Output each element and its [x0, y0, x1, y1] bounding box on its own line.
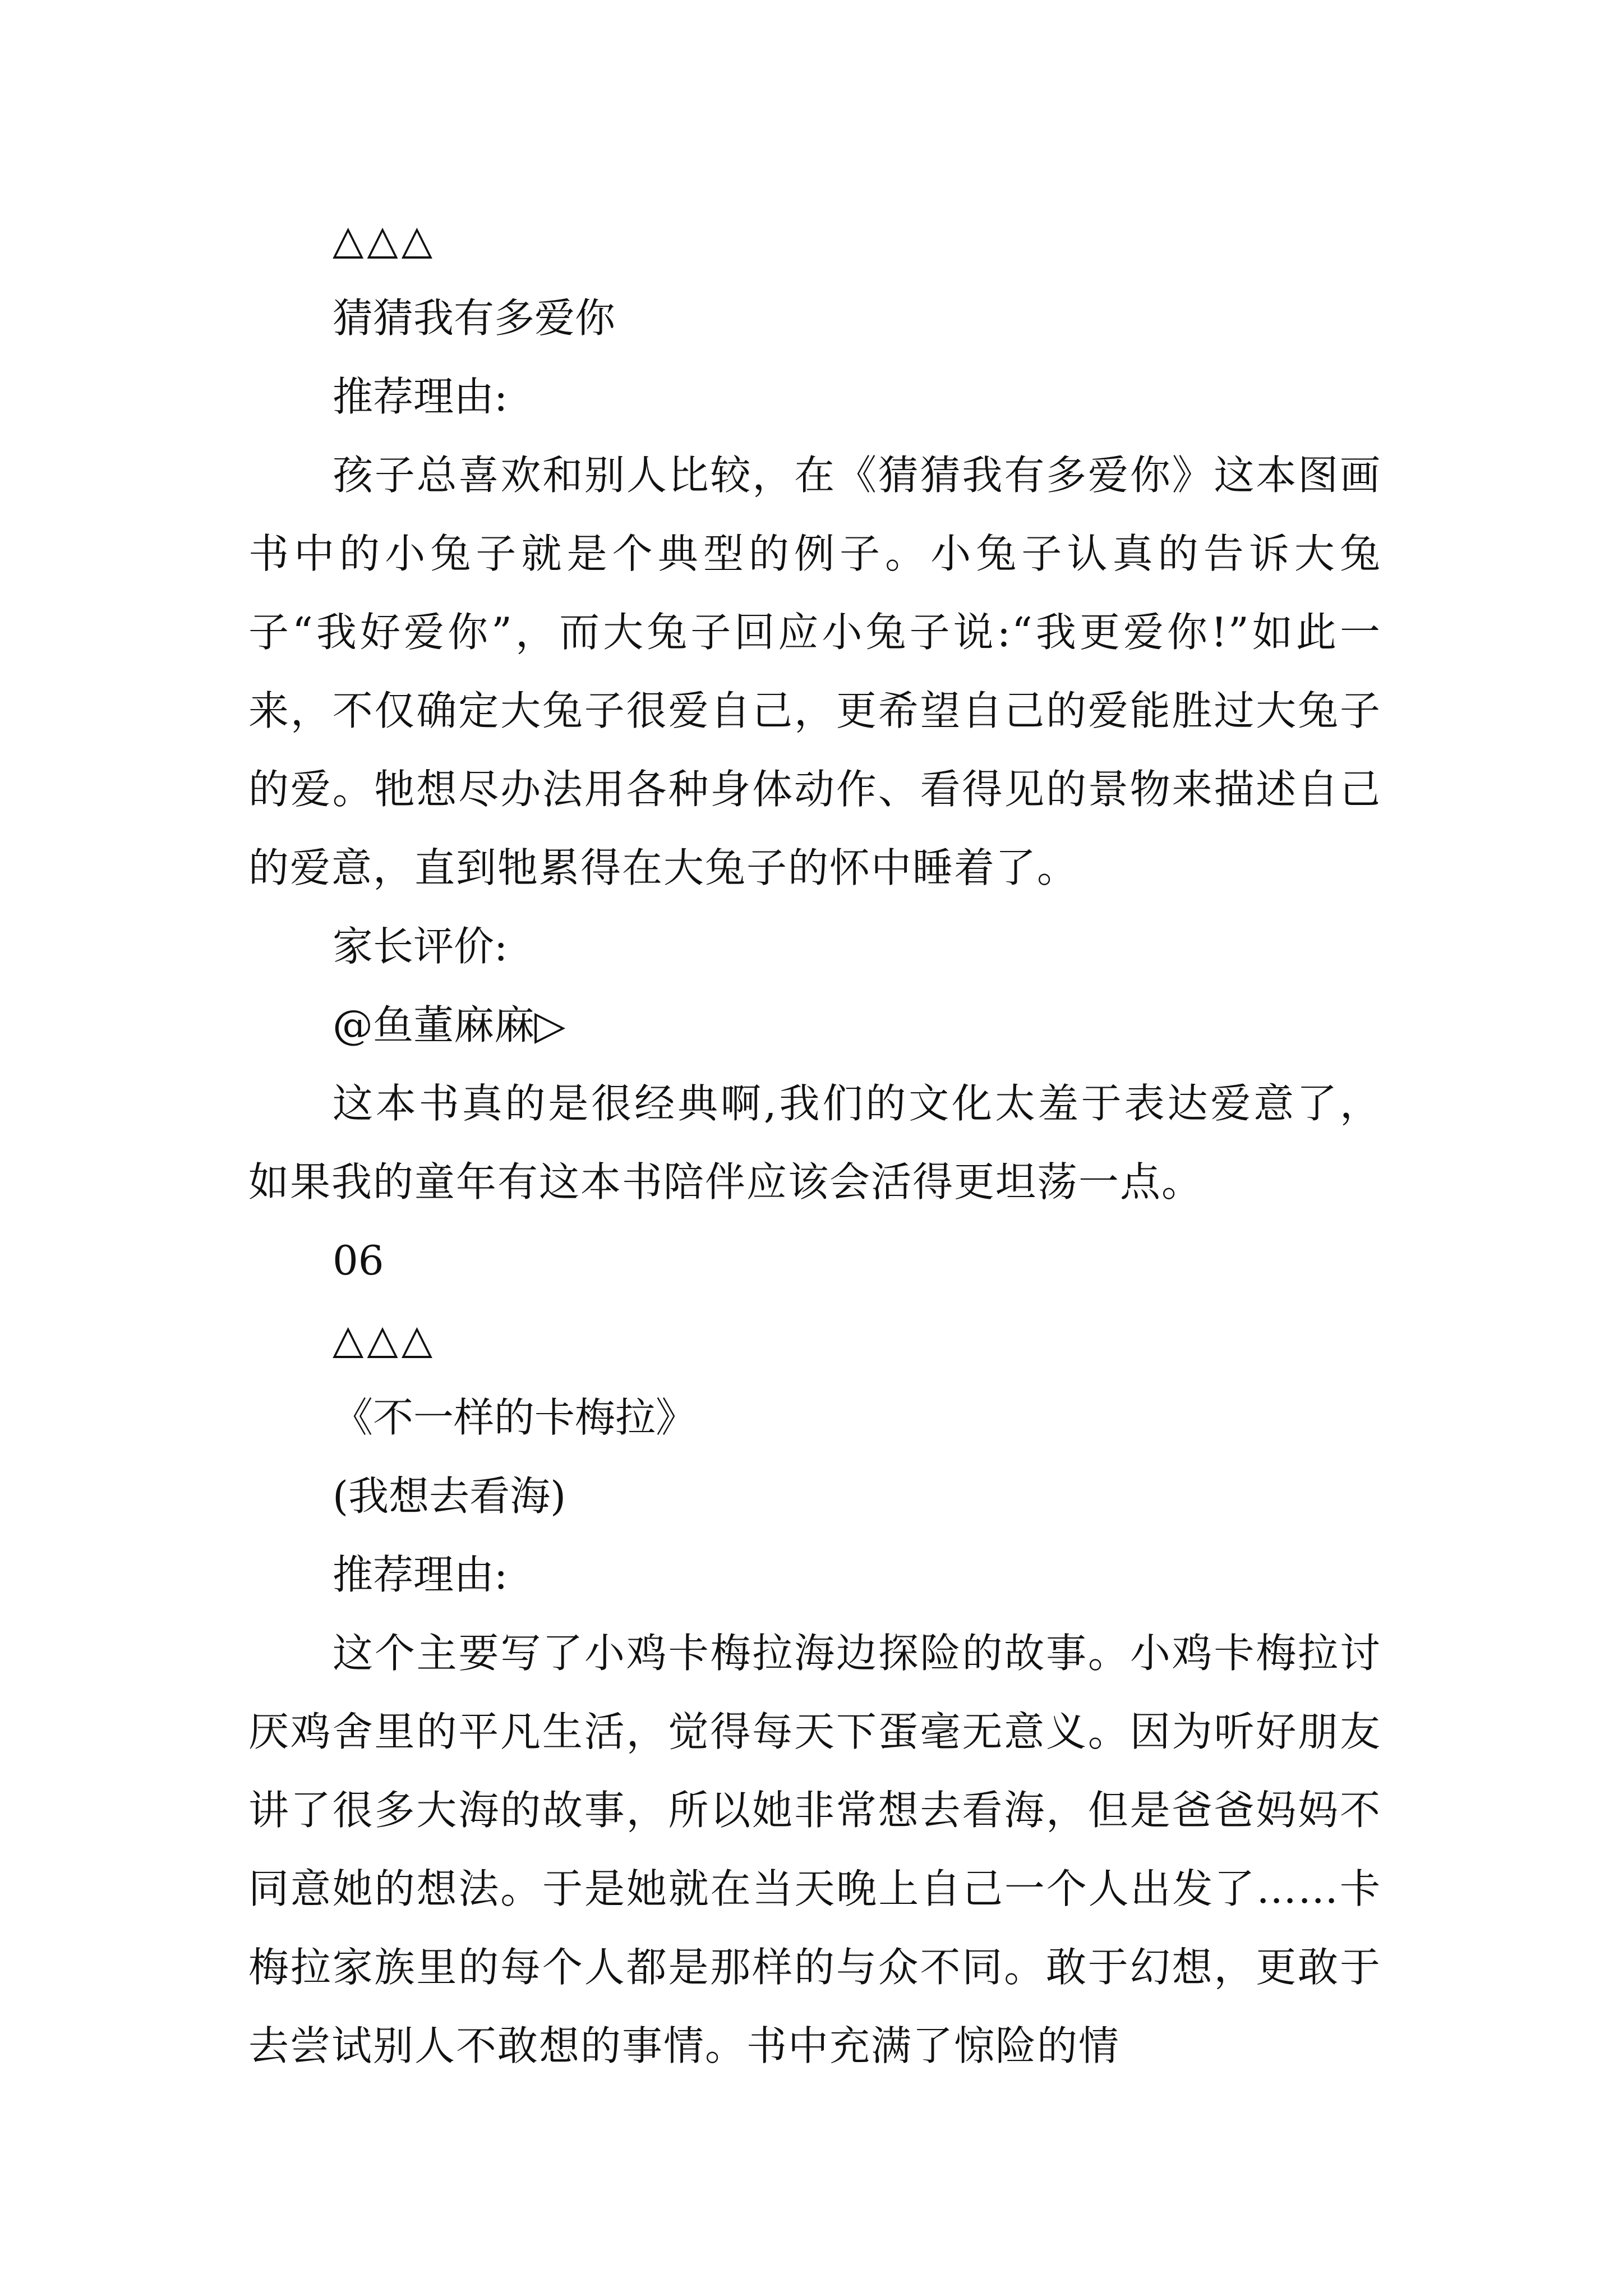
book-title: 猜猜我有多爱你 — [333, 295, 616, 342]
recommendation-heading: 推荐理由: — [333, 1551, 508, 1598]
reviewer-handle: @鱼董麻麻▷ — [333, 1001, 566, 1048]
section-divider-triangles: △△△ — [333, 1315, 436, 1363]
book-subtitle: (我想去看海) — [333, 1473, 566, 1520]
section-divider-triangles: △△△ — [333, 216, 436, 263]
section-number: 06 — [333, 1237, 384, 1284]
recommendation-paragraph: 这个主要写了小鸡卡梅拉海边探险的故事。小鸡卡梅拉讨厌鸡舍里的平凡生活，觉得每天下蛋毫无意义。因为听好朋友讲了很多大海的故事，所以她非常想去看海，但是爸爸妈妈不同意她的想法。于是她就在当天晚上自己一个人出发了……卡梅拉家族里的每个人都是那样的与众不同。敢于幻想，更敢于去尝试别人不敢想的事情。书中充满了惊险的情 — [248, 1630, 1381, 2069]
document-body — [248, 200, 1381, 2085]
recommendation-paragraph: 孩子总喜欢和别人比较，在《猜猜我有多爱你》这本图画书中的小兔子就是个典型的例子。小兔子认真的告诉大兔子“我好爱你”，而大兔子回应小兔子说:“我更爱你!”如此一来，不仅确定大兔子很爱自己，更希望自己的爱能胜过大兔子的爱。牠想尽办法用各种身体动作、看得见的景物来描述自己的爱意，直到牠累得在大兔子的怀中睡着了。 — [248, 452, 1381, 891]
parent-review-heading: 家长评价: — [333, 923, 508, 970]
review-paragraph: 这本书真的是很经典啊,我们的文化太羞于表达爱意了，如果我的童年有这本书陪伴应该会活得更坦荡一点。 — [248, 1080, 1381, 1205]
book-title: 《不一样的卡梅拉》 — [333, 1394, 697, 1441]
recommendation-heading: 推荐理由: — [333, 373, 508, 420]
